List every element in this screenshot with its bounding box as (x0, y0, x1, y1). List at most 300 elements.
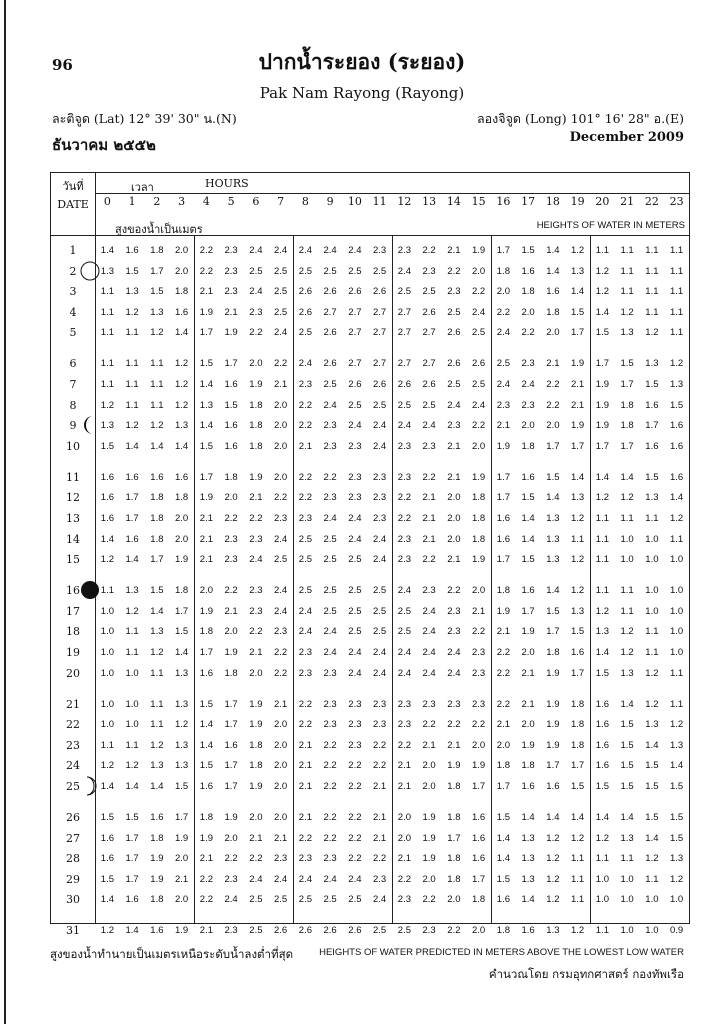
tide-height-cell: 2.0 (422, 760, 436, 772)
tide-height-cell: 2.1 (298, 812, 312, 823)
tide-height-cell: 2.0 (224, 492, 238, 504)
tide-height-cell: 2.1 (249, 832, 263, 844)
tide-height-cell: 2.3 (496, 399, 510, 411)
tide-height-cell: 1.2 (570, 245, 585, 256)
tide-height-cell: 2.4 (348, 873, 362, 885)
tide-height-cell: 1.5 (645, 379, 659, 390)
tide-height-cell: 2.0 (199, 585, 213, 597)
tide-height-cell: 1.6 (521, 781, 535, 792)
tide-height-cell: 1.7 (199, 471, 213, 483)
tide-height-cell: 1.4 (595, 647, 609, 658)
tide-height-cell: 2.4 (298, 873, 312, 885)
tide-height-cell: 1.6 (496, 533, 510, 545)
tide-height-cell: 1.3 (150, 306, 164, 318)
tide-height-cell: 1.6 (595, 698, 609, 710)
tide-height-cell: 2.4 (273, 873, 288, 885)
tide-height-cell: 1.7 (570, 440, 585, 452)
tide-height-cell: 1.0 (595, 894, 609, 906)
tide-height-cell: 2.3 (447, 626, 461, 638)
tide-height-cell: 2.2 (273, 358, 288, 370)
tide-height-cell: 2.0 (397, 832, 411, 844)
tide-height-cell: 2.6 (372, 286, 387, 298)
tide-height-cell: 2.0 (471, 440, 486, 452)
tide-height-cell: 2.7 (348, 306, 362, 318)
tide-height-cell: 1.3 (521, 832, 535, 844)
tide-height-cell: 2.0 (447, 533, 461, 545)
tide-height-cell: 1.0 (100, 667, 114, 679)
tide-height-cell: 1.5 (645, 781, 659, 792)
tide-height-cell: 2.3 (323, 667, 337, 679)
tide-height-cell: 1.2 (669, 719, 684, 731)
tide-height-cell: 2.3 (372, 492, 387, 504)
tide-height-cell: 2.4 (496, 327, 510, 339)
tide-height-cell: 2.1 (570, 399, 585, 411)
tide-height-cell: 1.4 (100, 533, 114, 545)
tide-height-cell: 1.4 (150, 440, 164, 452)
tide-height-cell: 2.5 (249, 894, 263, 906)
tide-height-cell: 1.4 (645, 739, 659, 751)
tide-height-cell: 1.3 (100, 420, 114, 432)
tide-height-cell: 2.7 (348, 358, 362, 370)
tide-height-cell: 1.7 (496, 471, 510, 483)
tide-height-cell: 1.8 (521, 286, 535, 298)
tide-height-cell: 2.2 (199, 265, 213, 277)
tide-height-cell: 1.1 (595, 533, 609, 545)
tide-height-cell: 2.5 (348, 605, 362, 617)
tide-height-cell: 1.5 (521, 492, 535, 504)
tide-height-cell: 2.5 (323, 554, 337, 566)
tide-height-cell: 1.2 (595, 832, 609, 844)
tide-height-cell: 1.4 (546, 265, 560, 277)
tide-height-cell: 2.3 (273, 626, 288, 638)
tide-height-cell: 1.3 (669, 853, 684, 865)
tide-height-cell: 1.2 (100, 760, 114, 772)
tide-height-cell: 1.2 (174, 379, 189, 390)
tide-height-cell: 2.0 (521, 306, 535, 318)
tide-height-cell: 1.9 (224, 647, 238, 658)
tide-height-cell: 1.7 (595, 440, 609, 452)
tide-height-cell: 2.5 (372, 605, 387, 617)
tide-height-cell: 1.5 (199, 760, 213, 772)
tide-height-cell: 2.0 (422, 781, 436, 792)
tide-height-cell: 2.1 (496, 626, 510, 638)
tide-height-cell: 2.6 (298, 286, 312, 298)
tide-height-cell: 1.4 (645, 832, 659, 844)
tide-height-cell: 1.6 (521, 471, 535, 483)
tide-height-cell: 2.1 (372, 812, 387, 823)
day-label-thai: วันที่ (62, 180, 84, 193)
tide-height-cell: 1.6 (100, 853, 114, 865)
tide-height-cell: 2.1 (199, 286, 213, 298)
tide-height-cell: 2.1 (273, 832, 288, 844)
hour-number: 15 (471, 195, 486, 208)
tide-height-cell: 2.1 (422, 739, 436, 751)
tide-height-cell: 1.6 (546, 781, 560, 792)
day-number: 7 (69, 378, 77, 391)
tide-height-cell: 2.2 (372, 739, 387, 751)
tide-height-cell: 1.0 (645, 585, 659, 597)
tide-height-cell: 1.8 (150, 533, 164, 545)
tide-height-cell: 2.5 (372, 925, 387, 937)
tide-height-cell: 1.8 (224, 667, 238, 679)
hour-number: 22 (644, 195, 659, 208)
tide-height-cell: 1.0 (125, 667, 139, 679)
hours-label: HOURS (205, 177, 249, 190)
tide-height-cell: 2.3 (422, 698, 436, 710)
tide-height-cell: 2.4 (397, 585, 411, 597)
tide-height-cell: 1.7 (174, 812, 189, 823)
tide-height-cell: 2.5 (348, 585, 362, 597)
tide-height-cell: 2.4 (298, 605, 312, 617)
tide-height-cell: 2.3 (348, 471, 362, 483)
tide-height-cell: 2.6 (471, 358, 486, 370)
tide-height-cell: 2.0 (521, 719, 535, 731)
tide-height-cell: 1.5 (150, 286, 164, 298)
tide-height-cell: 1.9 (150, 853, 164, 865)
tide-height-cell: 1.8 (471, 533, 486, 545)
tide-height-cell: 2.7 (323, 306, 337, 318)
tide-height-cell: 1.6 (174, 471, 189, 483)
tide-height-cell: 2.5 (249, 925, 263, 937)
tide-height-cell: 1.3 (620, 832, 634, 844)
tide-height-cell: 1.3 (620, 327, 634, 339)
tide-height-cell: 1.1 (100, 585, 114, 597)
tide-height-cell: 2.3 (224, 533, 238, 545)
tide-height-cell: 1.5 (100, 440, 114, 452)
tide-height-cell: 1.8 (496, 925, 510, 937)
hour-number: 16 (496, 195, 511, 208)
tide-height-cell: 2.2 (199, 245, 213, 256)
tide-height-cell: 2.3 (422, 585, 436, 597)
tide-height-cell: 2.0 (273, 812, 288, 823)
tide-height-cell: 1.1 (125, 647, 139, 658)
tide-height-cell: 2.3 (397, 471, 411, 483)
tide-height-cell: 2.3 (249, 605, 263, 617)
tide-height-cell: 1.7 (496, 781, 510, 792)
tide-height-cell: 1.4 (521, 812, 535, 823)
tide-height-cell: 2.6 (447, 358, 461, 370)
tide-height-cell: 2.5 (422, 286, 436, 298)
tide-height-cell: 2.3 (372, 513, 387, 524)
tide-height-cell: 1.3 (570, 265, 585, 277)
day-number: 26 (66, 811, 80, 824)
tide-height-cell: 2.0 (546, 420, 560, 432)
tide-height-cell: 1.1 (150, 698, 164, 710)
tide-height-cell: 1.4 (150, 781, 164, 792)
tide-height-cell: 1.8 (199, 626, 213, 638)
tide-height-cell: 1.4 (199, 420, 213, 432)
tide-height-cell: 2.3 (397, 719, 411, 731)
tide-height-cell: 1.9 (422, 812, 436, 823)
tide-height-cell: 2.4 (422, 647, 436, 658)
tide-height-cell: 1.4 (570, 286, 585, 298)
tide-height-cell: 1.0 (100, 647, 114, 658)
tide-height-cell: 1.3 (521, 853, 535, 865)
tide-height-cell: 2.3 (447, 698, 461, 710)
tide-height-cell: 1.3 (174, 420, 189, 432)
station-title-english: Pak Nam Rayong (Rayong) (259, 84, 465, 102)
heights-label-english: HEIGHTS OF WATER IN METERS (536, 220, 685, 231)
tide-height-cell: 2.3 (372, 245, 387, 256)
tide-height-cell: 2.1 (496, 420, 510, 432)
tide-height-cell: 1.8 (496, 760, 510, 772)
tide-height-cell: 2.0 (249, 358, 263, 370)
tide-height-cell: 1.8 (447, 853, 461, 865)
tide-height-cell: 2.2 (372, 760, 387, 772)
tide-height-cell: 1.7 (125, 492, 139, 504)
tide-height-cell: 2.2 (273, 647, 288, 658)
tide-height-cell: 2.0 (471, 739, 486, 751)
tide-height-cell: 1.9 (595, 399, 609, 411)
tide-height-cell: 2.7 (397, 327, 411, 339)
tide-height-cell: 2.5 (323, 585, 337, 597)
tide-height-cell: 1.4 (521, 513, 535, 524)
tide-height-cell: 2.3 (224, 925, 238, 937)
tide-height-cell: 1.8 (570, 719, 585, 731)
tide-height-cell: 2.2 (372, 853, 387, 865)
tide-height-cell: 1.1 (669, 327, 684, 339)
tide-height-cell: 1.6 (521, 925, 535, 937)
tide-height-cell: 2.4 (323, 399, 337, 411)
tide-height-cell: 2.2 (422, 719, 436, 731)
tide-height-cell: 1.1 (100, 379, 114, 390)
tide-height-cell: 1.3 (150, 760, 164, 772)
tide-height-cell: 1.1 (150, 358, 164, 370)
tide-height-cell: 2.4 (372, 647, 387, 658)
tide-height-cell: 1.5 (595, 327, 609, 339)
tide-height-cell: 1.9 (249, 698, 263, 710)
tide-height-cell: 2.5 (298, 585, 312, 597)
hour-number: 13 (422, 195, 437, 208)
tide-height-cell: 2.2 (521, 327, 535, 339)
day-number: 25 (66, 780, 80, 793)
tide-height-cell: 2.2 (422, 245, 436, 256)
day-number: 16 (66, 584, 80, 598)
tide-height-cell: 2.4 (348, 245, 362, 256)
tide-height-cell: 1.3 (174, 760, 189, 772)
tide-height-cell: 2.7 (422, 327, 436, 339)
tide-height-cell: 1.4 (546, 492, 560, 504)
tide-height-cell: 1.9 (471, 554, 486, 566)
tide-height-cell: 1.5 (570, 306, 585, 318)
tide-height-cell: 1.4 (150, 605, 164, 617)
tide-height-cell: 1.5 (595, 667, 609, 679)
tide-height-cell: 1.3 (546, 554, 560, 566)
tide-height-cell: 1.0 (669, 585, 684, 597)
tide-height-cell: 2.0 (447, 894, 461, 906)
tide-height-cell: 1.9 (422, 853, 436, 865)
tide-height-cell: 1.3 (669, 739, 684, 751)
tide-height-cell: 2.3 (372, 471, 387, 483)
tide-height-cell: 1.2 (595, 286, 609, 298)
tide-height-cell: 1.0 (620, 894, 634, 906)
tide-height-cell: 2.3 (249, 306, 263, 318)
tide-height-cell: 2.0 (471, 585, 486, 597)
tide-height-cell: 1.3 (595, 626, 609, 638)
hour-number: 14 (446, 195, 461, 208)
tide-height-cell: 2.0 (273, 739, 288, 751)
tide-height-cell: 2.4 (249, 554, 263, 566)
tide-height-cell: 1.5 (496, 812, 510, 823)
page-edge-line (4, 0, 6, 1024)
day-number: 18 (66, 625, 80, 639)
tide-height-cell: 2.3 (471, 698, 486, 710)
tide-height-cell: 2.1 (298, 440, 312, 452)
tide-height-cell: 2.0 (273, 440, 288, 452)
tide-height-cell: 2.3 (298, 667, 312, 679)
tide-height-cell: 1.0 (100, 719, 114, 731)
hour-number: 2 (153, 195, 161, 208)
tide-height-cell: 1.1 (669, 698, 684, 710)
tide-height-cell: 2.0 (174, 894, 189, 906)
tide-height-cell: 2.4 (323, 647, 337, 658)
day-number: 9 (69, 419, 77, 433)
tide-height-cell: 1.0 (100, 698, 114, 710)
tide-height-cell: 1.1 (125, 379, 139, 390)
tide-height-cell: 2.3 (273, 853, 288, 865)
tide-height-cell: 1.8 (224, 471, 238, 483)
tide-height-cell: 2.5 (323, 894, 337, 906)
tide-height-cell: 1.3 (100, 265, 114, 277)
tide-height-cell: 2.5 (348, 265, 362, 277)
tide-height-cell: 2.6 (298, 925, 312, 937)
day-number: 17 (66, 604, 80, 618)
tide-height-cell: 2.6 (323, 358, 337, 370)
tide-height-cell: 2.5 (323, 379, 337, 390)
tide-height-cell: 2.2 (471, 719, 486, 731)
tide-height-cell: 1.4 (125, 925, 139, 937)
tide-height-cell: 1.6 (645, 440, 659, 452)
tide-height-cell: 2.3 (447, 605, 461, 617)
tide-height-cell: 2.4 (372, 533, 387, 545)
tide-height-cell: 1.0 (669, 605, 684, 617)
tide-height-cell: 1.4 (100, 781, 114, 792)
tide-height-cell: 1.9 (546, 739, 560, 751)
tide-height-cell: 1.6 (595, 719, 609, 731)
tide-height-cell: 1.9 (199, 832, 213, 844)
tide-height-cell: 1.0 (620, 533, 634, 545)
tide-height-cell: 1.6 (521, 265, 535, 277)
tide-height-cell: 1.5 (125, 812, 139, 823)
tide-height-cell: 1.2 (546, 832, 560, 844)
day-number: 30 (66, 893, 80, 907)
tide-height-cell: 2.5 (471, 327, 486, 339)
tide-height-cell: 2.3 (471, 647, 486, 658)
tide-height-cell: 1.9 (471, 471, 486, 483)
tide-height-cell: 2.3 (323, 440, 337, 452)
hour-number: 23 (669, 195, 684, 208)
tide-height-cell: 1.6 (669, 440, 684, 452)
tide-height-cell: 2.2 (323, 471, 337, 483)
day-number: 27 (66, 831, 80, 845)
tide-height-cell: 2.6 (323, 925, 337, 937)
tide-height-cell: 2.4 (348, 420, 362, 432)
tide-height-cell: 2.3 (249, 585, 263, 597)
tide-height-cell: 2.1 (397, 760, 411, 772)
tide-height-cell: 2.3 (323, 853, 337, 865)
tide-height-cell: 1.2 (570, 554, 585, 566)
tide-height-cell: 1.8 (496, 585, 510, 597)
tide-height-cell: 1.5 (100, 873, 114, 885)
tide-height-cell: 1.3 (645, 719, 659, 731)
tide-height-cell: 1.8 (570, 698, 585, 710)
tide-height-cell: 1.3 (645, 358, 659, 370)
tide-height-cell: 1.1 (595, 925, 609, 937)
hour-number: 7 (277, 195, 285, 208)
tide-height-cell: 1.5 (496, 873, 510, 885)
tide-height-cell: 2.2 (249, 513, 263, 524)
station-title-thai: ปากน้ำระยอง (ระยอง) (258, 49, 466, 74)
tide-height-cell: 2.5 (397, 626, 411, 638)
month-english: December 2009 (569, 130, 684, 145)
tide-height-cell: 2.3 (372, 719, 387, 731)
tide-height-cell: 2.2 (224, 585, 238, 597)
tide-height-cell: 2.0 (546, 327, 560, 339)
tide-height-cell: 1.5 (620, 358, 634, 370)
tide-height-cell: 2.3 (224, 873, 238, 885)
tide-height-cell: 1.9 (224, 327, 238, 339)
tide-height-cell: 2.5 (397, 399, 411, 411)
tide-height-cell: 2.1 (422, 492, 436, 504)
tide-height-cell: 2.2 (273, 667, 288, 679)
tide-height-cell: 1.5 (199, 440, 213, 452)
tide-height-cell: 1.3 (570, 492, 585, 504)
tide-height-cell: 1.1 (570, 533, 585, 545)
tide-height-cell: 1.6 (471, 812, 486, 823)
tide-height-cell: 1.4 (620, 471, 634, 483)
tide-height-cell: 2.5 (249, 265, 263, 277)
day-number: 13 (66, 512, 80, 525)
tide-height-cell: 1.8 (150, 832, 164, 844)
tide-height-cell: 1.8 (471, 513, 486, 524)
tide-height-cell: 2.4 (447, 667, 461, 679)
tide-height-cell: 2.1 (397, 781, 411, 792)
tide-height-cell: 1.9 (496, 440, 510, 452)
day-number: 22 (66, 718, 80, 732)
tide-height-cell: 2.6 (397, 379, 411, 390)
tide-height-cell: 1.7 (570, 327, 585, 339)
tide-height-cell: 2.3 (447, 420, 461, 432)
tide-height-cell: 1.4 (669, 760, 684, 772)
tide-height-cell: 1.2 (125, 420, 139, 432)
tide-height-cell: 2.2 (471, 420, 486, 432)
tide-height-cell: 2.5 (273, 894, 288, 906)
tide-height-cell: 2.1 (298, 739, 312, 751)
tide-height-cell: 1.2 (645, 327, 659, 339)
tide-height-cell: 1.7 (496, 492, 510, 504)
tide-height-cell: 2.0 (224, 626, 238, 638)
tide-height-cell: 2.4 (496, 379, 510, 390)
tide-height-cell: 1.2 (645, 698, 659, 710)
tide-height-cell: 2.4 (273, 585, 288, 597)
tide-height-cell: 1.1 (620, 245, 634, 256)
tide-height-cell: 1.3 (199, 399, 213, 411)
tide-height-cell: 2.1 (273, 698, 288, 710)
tide-height-cell: 1.9 (249, 471, 263, 483)
page-number: 96 (52, 56, 73, 74)
tide-height-cell: 2.3 (323, 719, 337, 731)
tide-height-cell: 1.8 (471, 894, 486, 906)
day-number: 19 (66, 646, 80, 659)
tide-height-cell: 2.3 (323, 698, 337, 710)
tide-height-cell: 2.4 (323, 513, 337, 524)
tide-height-cell: 1.4 (669, 492, 684, 504)
tide-height-cell: 2.2 (224, 513, 238, 524)
tide-height-cell: 1.5 (125, 265, 139, 277)
tide-height-cell: 2.2 (323, 781, 337, 792)
tide-height-cell: 1.3 (174, 698, 189, 710)
tide-height-cell: 2.3 (397, 554, 411, 566)
